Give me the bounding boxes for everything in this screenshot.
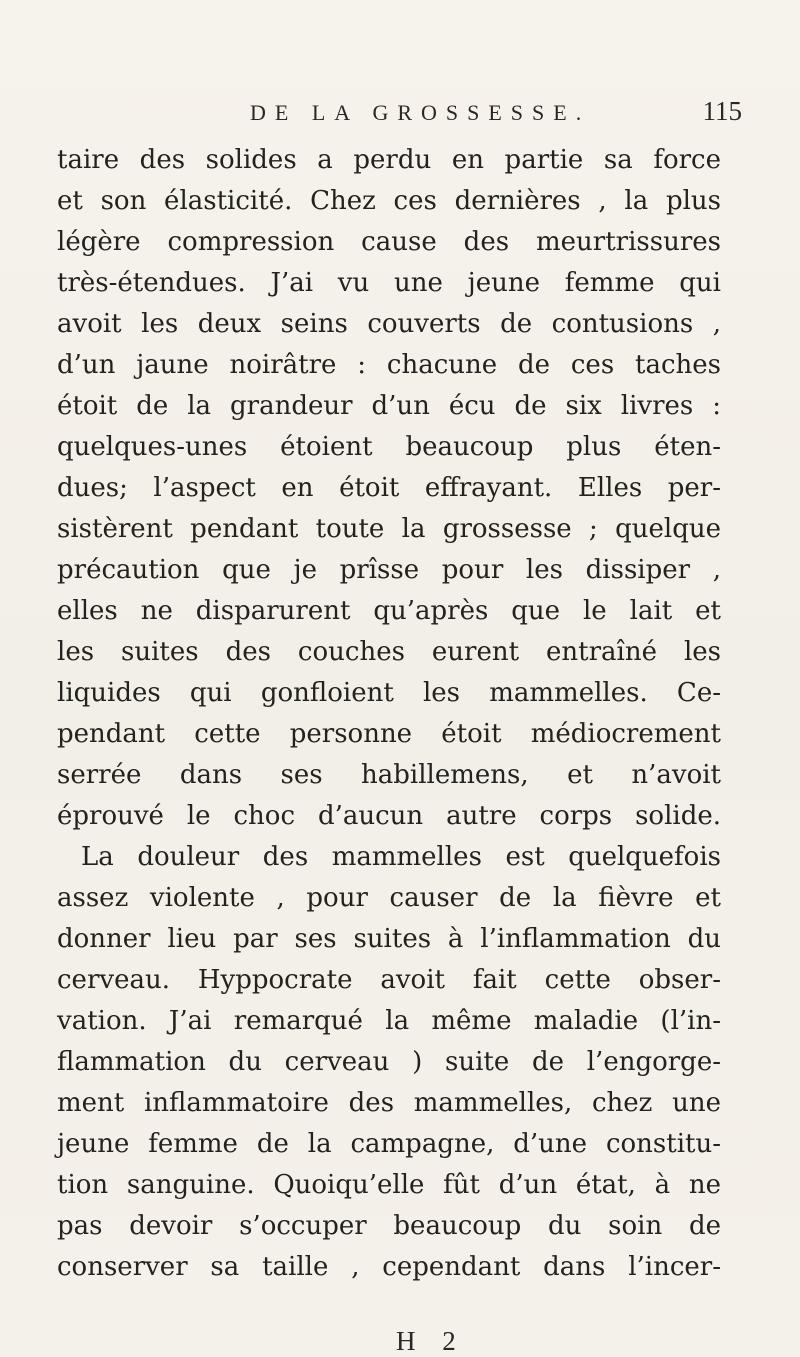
text-line: dues; l’aspect en étoit effrayant. Elles per- [57, 473, 721, 503]
text-line: serrée dans ses habillemens, et n’avoit [57, 760, 721, 790]
paragraph-start-line: La douleur des mammelles est quelquefois [81, 842, 721, 872]
text-line: vation. J’ai remarqué la même maladie (l’in- [57, 1006, 721, 1036]
text-line: étoit de la grandeur d’un écu de six livres : [57, 391, 721, 421]
text-line: jeune femme de la campagne, d’une constitu- [57, 1129, 721, 1159]
text-line: cerveau. Hyppocrate avoit fait cette obser- [57, 965, 721, 995]
text-line: pas devoir s’occuper beaucoup du soin de [57, 1211, 721, 1241]
text-line: flammation du cerveau ) suite de l’engorge- [57, 1047, 721, 1077]
text-line: avoit les deux seins couverts de contusions , [57, 309, 721, 339]
text-line: très-étendues. J’ai vu une jeune femme qui [57, 268, 721, 298]
text-line: les suites des couches eurent entraîné les [57, 637, 721, 667]
text-line: précaution que je prîsse pour les dissiper , [57, 555, 721, 585]
text-line: tion sanguine. Quoiqu’elle fût d’un état, à ne [57, 1170, 721, 1200]
text-line: pendant cette personne étoit médiocrement [57, 719, 721, 749]
text-line: et son élasticité. Chez ces dernières , la plus [57, 186, 721, 216]
text-line: quelques-unes étoient beaucoup plus éten- [57, 432, 721, 462]
body-text [57, 140, 721, 1288]
text-line: taire des solides a perdu en partie sa force [57, 145, 721, 175]
running-title: DE LA GROSSESSE. [250, 100, 591, 125]
text-line: éprouvé le choc d’aucun autre corps solide. [57, 801, 721, 831]
text-line: assez violente , pour causer de la fièvre et [57, 883, 721, 913]
running-head [250, 96, 760, 132]
page-number: 115 [702, 96, 742, 126]
text-line: sistèrent pendant toute la grossesse ; quelque [57, 514, 721, 544]
signature-mark: H 2 [396, 1326, 466, 1356]
text-line: légère compression cause des meurtrissures [57, 227, 721, 257]
text-line: elles ne disparurent qu’après que le lait et [57, 596, 721, 626]
text-line: liquides qui gonfloient les mammelles. Ce- [57, 678, 721, 708]
text-line: ment inflammatoire des mammelles, chez une [57, 1088, 721, 1118]
text-line: donner lieu par ses suites à l’inflammation du [57, 924, 721, 954]
text-line: d’un jaune noirâtre : chacune de ces taches [57, 350, 721, 380]
text-line: conserver sa taille , cependant dans l’incer- [57, 1252, 721, 1282]
